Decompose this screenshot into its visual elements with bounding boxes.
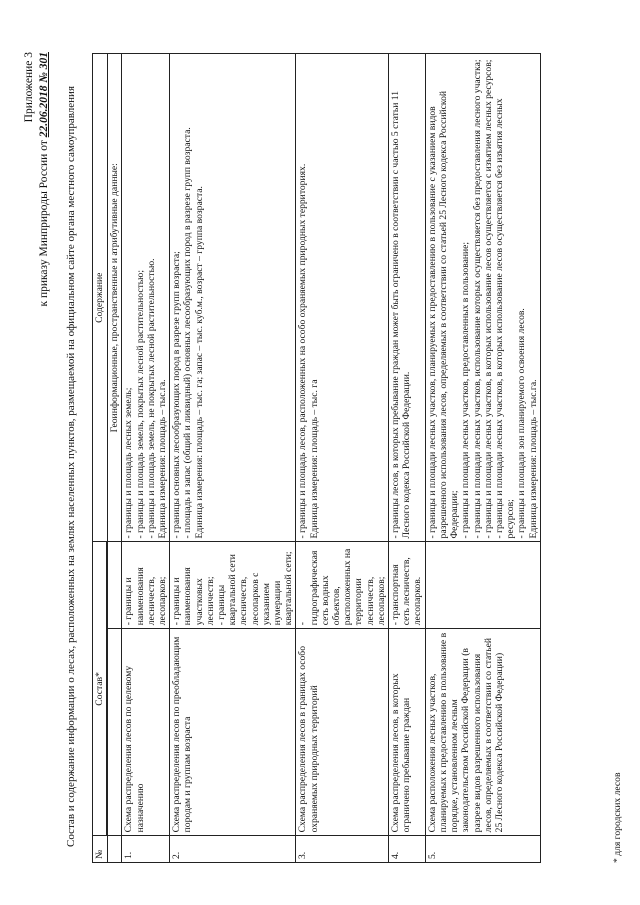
row-composition bbox=[170, 542, 296, 629]
row-composition bbox=[296, 542, 389, 629]
order-reference bbox=[37, 52, 52, 307]
document-title: Состав и содержание информации о лесах, расположенных на землях населенных пунктов, размещаемой на официальном сайте органа местного самоуправления bbox=[65, 85, 77, 847]
content-item: - границы и площадь земель, не покрытых лесной растительностью. bbox=[145, 258, 157, 539]
appendix-header bbox=[22, 52, 52, 307]
content-item: - границы и площадь лесов, расположенных на особо охраняемых природных территориях. bbox=[297, 163, 309, 539]
row-number: 3. bbox=[296, 836, 389, 863]
row-content bbox=[170, 54, 296, 542]
content-item: - границы и площадь земель, покрытых лесной растительностью; bbox=[134, 269, 146, 539]
row-content bbox=[425, 54, 540, 542]
table-row bbox=[170, 54, 296, 863]
table-row bbox=[389, 54, 426, 863]
row-composition bbox=[389, 542, 426, 629]
content-item: - границы и площади лесных участков, использование которых осуществляется без предоставления лесного участка; bbox=[471, 59, 483, 539]
content-item: - площадь и запас (общий и ликвидный) основных лесообразующих пород в разрезе групп возраста. bbox=[182, 127, 194, 539]
content-item: - границы лесов, в которых пребывание граждан может быть ограничено в соответствии с частью 5 статьи 11 Лесного кодекса Российской Федерации. bbox=[390, 90, 413, 539]
content-item: Единица измерения: площадь – тыс. га; запас – тыс. куб.м., возраст – группа возраста. bbox=[193, 186, 205, 539]
table-row bbox=[425, 54, 540, 863]
content-item: - границы и площади лесных участков, планируемых к предоставлению в пользование с указанием видов разрешенного использования лесов, определяемых в соответствии со статьей 25 Лесного кодекса Российской Федерации; bbox=[426, 90, 461, 539]
row-number: 2. bbox=[170, 836, 296, 863]
content-item: - границы и площади лесных участков, в которых использование лесов осуществляется без изъятия лесных ресурсов; bbox=[493, 98, 517, 539]
row-content bbox=[122, 54, 170, 542]
composition-item: - границы и наименования лесничеств, лесопарков; bbox=[123, 567, 169, 626]
row-content bbox=[389, 54, 426, 542]
order-signature: 22.06.2018 № 301 bbox=[38, 52, 50, 138]
row-composition bbox=[425, 542, 540, 629]
appendix-label: Приложение 3 bbox=[23, 52, 35, 123]
composition-item: - гидрографическая сеть водных объектов, расположенных на территории лесничеств, лесопарков; bbox=[297, 548, 387, 626]
section-header: Геоинформационные, пространственные и атрибутивные данные: bbox=[108, 54, 122, 542]
footnote: * для городских лесов bbox=[612, 772, 623, 863]
row-title: Схема распределения лесов, в которых ограничено пребывание граждан bbox=[389, 629, 426, 836]
content-item: Единица измерения: площадь – тыс.га. bbox=[527, 379, 539, 539]
composition-item: - границы и наименования участковых лесничеств; bbox=[171, 567, 216, 626]
table-row bbox=[296, 54, 389, 863]
composition-item: - границы квартальной сети лесничеств, лесопарков с указанием нумерации квартальной сети; bbox=[216, 551, 295, 626]
content-item: - границы и площади лесных участков, в которых использование лесов осуществляется с изъятием лесных ресурсов; bbox=[482, 59, 494, 539]
content-item: - границы и площадь лесных земель; bbox=[123, 387, 135, 539]
content-item: Единица измерения: площадь – тыс.га. bbox=[157, 379, 169, 539]
row-title: Схема распределения лесов по преобладающим породам и группам возраста bbox=[170, 629, 296, 836]
row-title: Схема расположения лесных участков, планируемых к предоставлению в пользование в порядке, установленном лесным законодательством Российской Федерации (в разрезе видов разрешенного использования лесов, определяемых в соответствии со статьей 25 Лесного кодекса Российской Федерации) bbox=[425, 629, 540, 836]
row-number: 5. bbox=[425, 836, 540, 863]
header-no: № bbox=[93, 836, 108, 863]
header-composition: Состав* bbox=[93, 542, 107, 836]
section-header-row bbox=[108, 54, 122, 863]
row-composition bbox=[122, 542, 170, 629]
content-item: - границы и площади лесных участков, предоставленных в пользование; bbox=[460, 241, 472, 539]
row-content bbox=[296, 54, 389, 542]
row-number: 4. bbox=[389, 836, 426, 863]
order-prefix: к приказу Минприроды России от bbox=[38, 140, 50, 307]
row-title: Схема распределения лесов в границах особо охраняемых природных территорий bbox=[296, 629, 389, 836]
content-item: - границы и площади зон планируемого освоения лесов. bbox=[516, 308, 528, 539]
content-item: Единица измерения: площадь – тыс. га bbox=[308, 379, 320, 539]
content-table bbox=[92, 53, 541, 863]
row-number: 1. bbox=[122, 836, 170, 863]
row-title: Схема распределения лесов по целевому назначению bbox=[122, 629, 170, 836]
table-header-row bbox=[93, 54, 107, 863]
table-row bbox=[122, 54, 170, 863]
content-item: - границы основных лесообразующих пород в разрезе групп возраста; bbox=[171, 251, 183, 539]
composition-item: - транспортная сеть лесничеств, лесопарков. bbox=[390, 557, 424, 626]
header-content: Содержание bbox=[93, 54, 108, 542]
